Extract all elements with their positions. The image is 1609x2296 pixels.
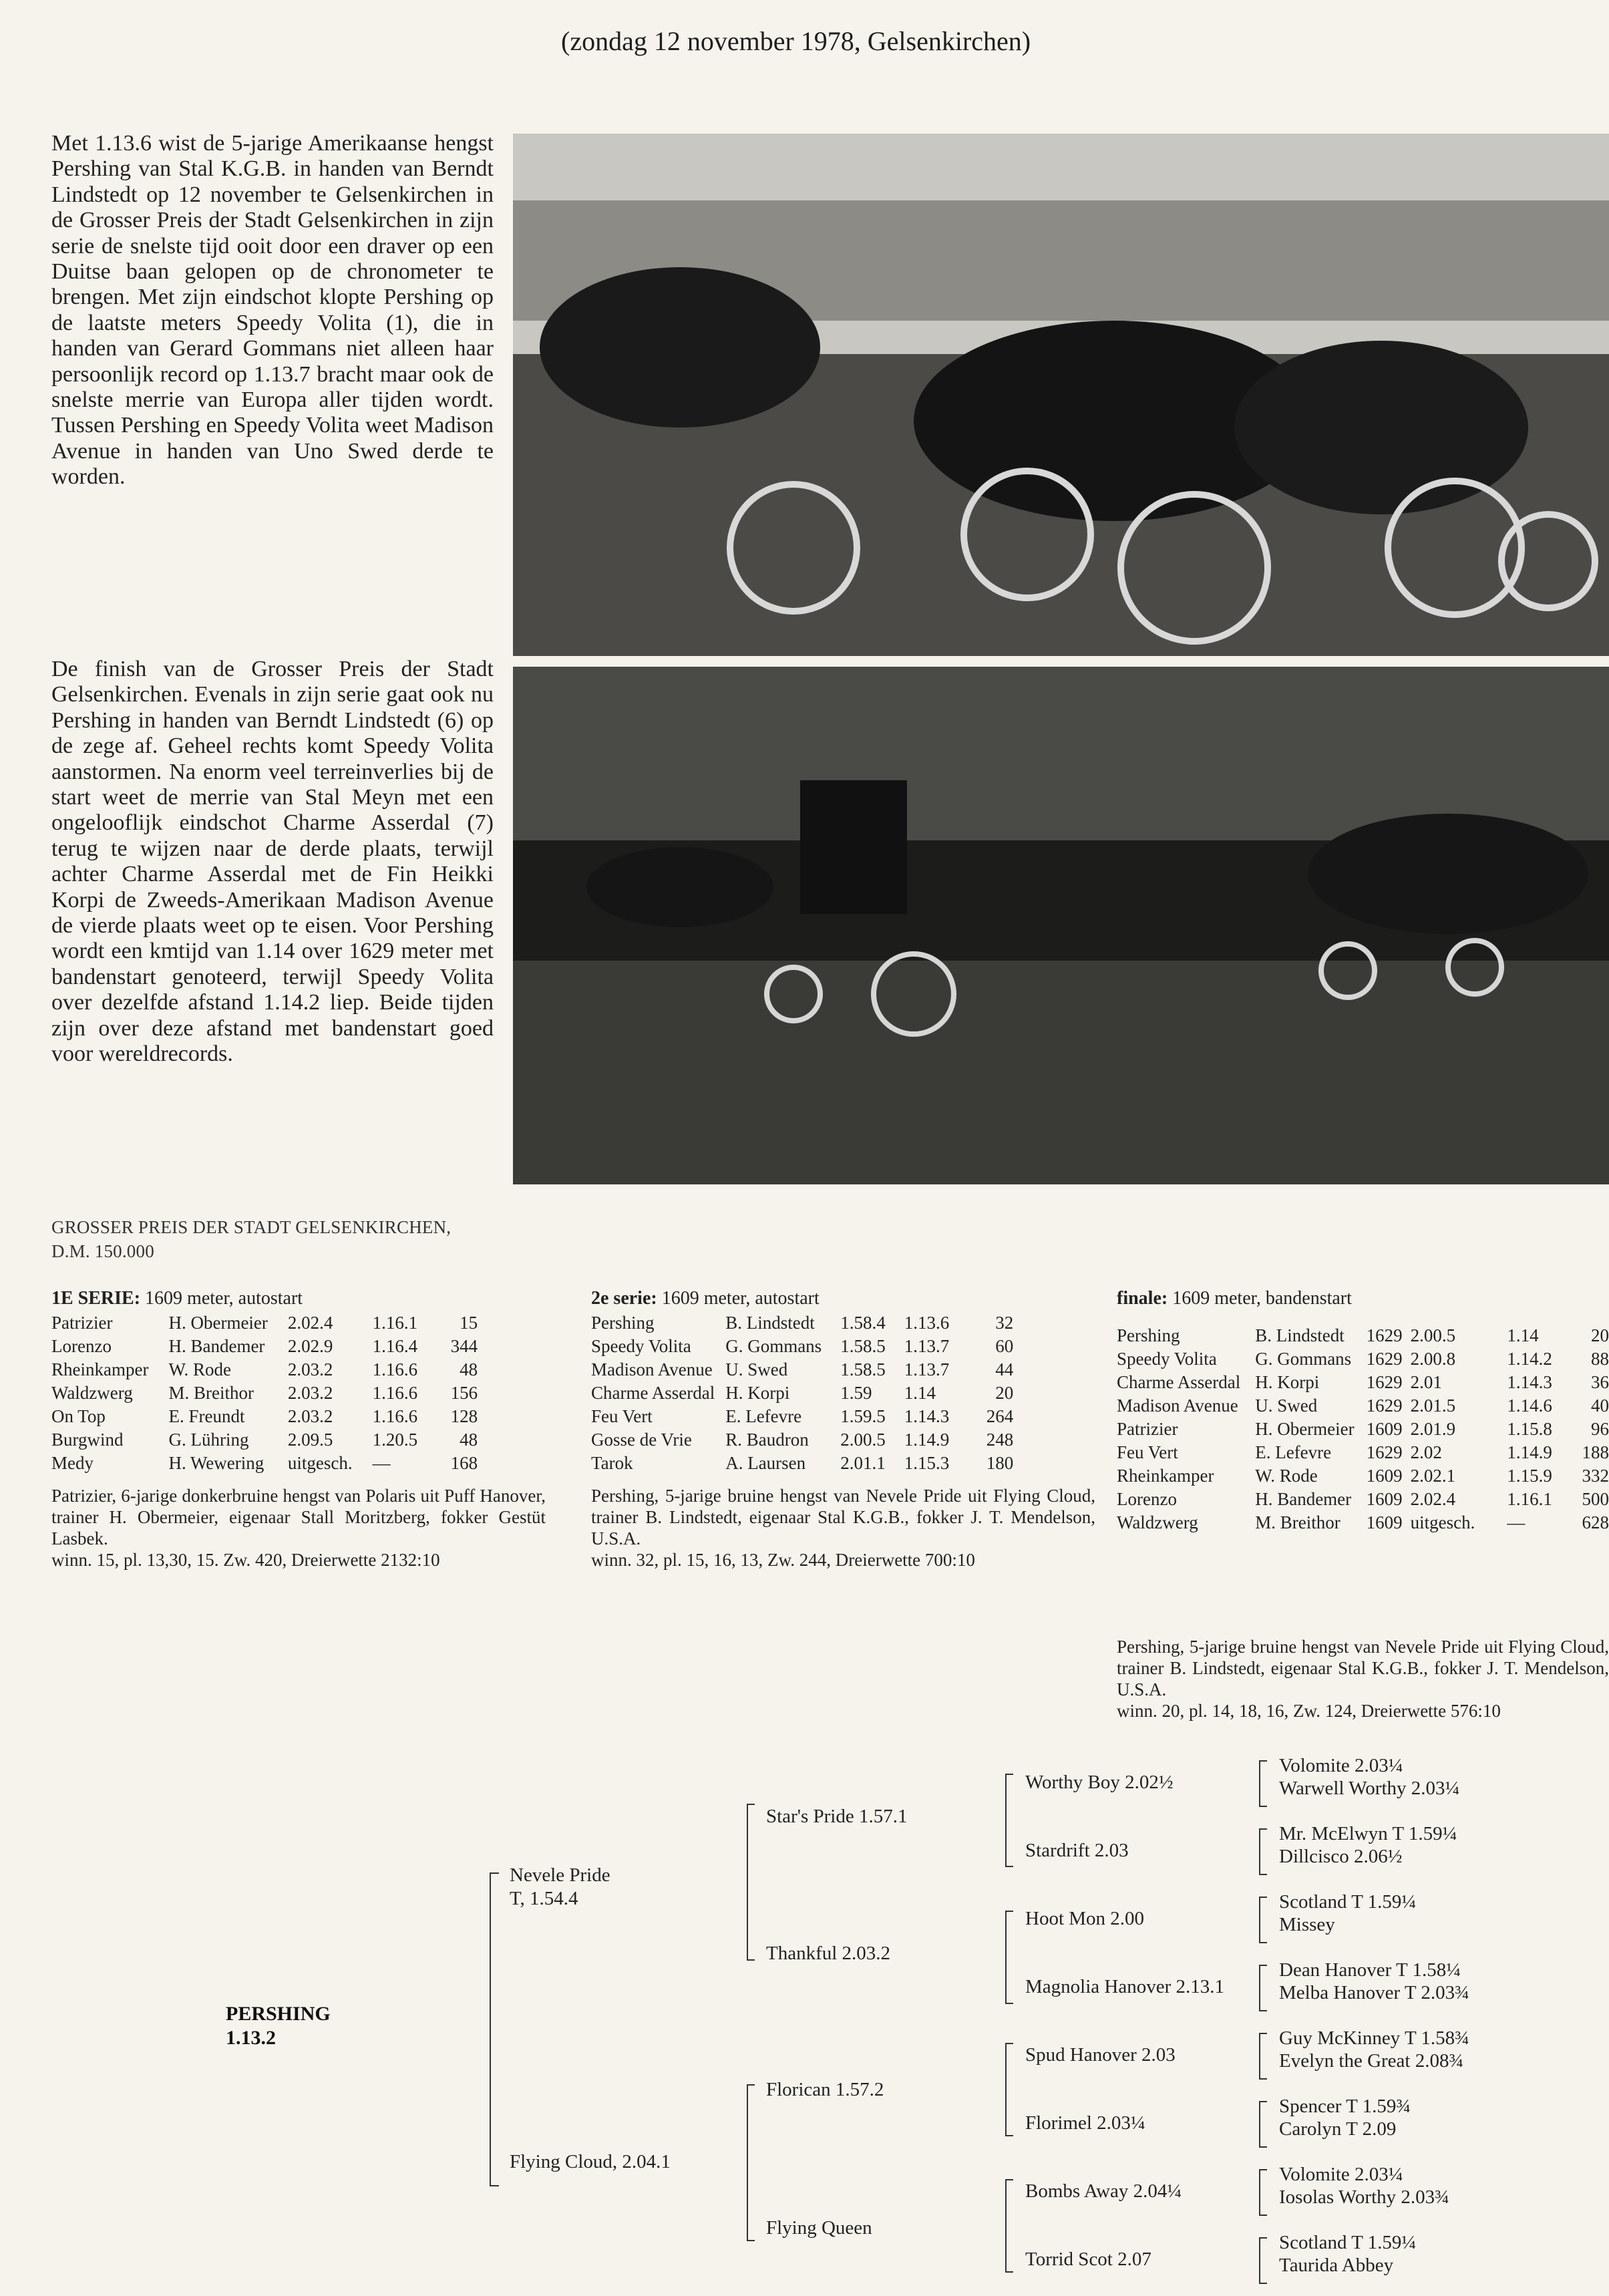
odds: 96	[1591, 1419, 1609, 1439]
horse-name: Rheinkamper	[1117, 1466, 1214, 1486]
km-time: 1.14.2	[1507, 1349, 1552, 1369]
odds: 32	[995, 1313, 1014, 1333]
horse-name: Waldzwerg	[1117, 1512, 1198, 1532]
time: 1.58.5	[840, 1359, 886, 1379]
odds: 168	[450, 1453, 478, 1473]
horse-name: Patrizier	[1117, 1419, 1178, 1439]
km-time: 1.20.5	[372, 1430, 418, 1450]
horse-name: Feu Vert	[591, 1406, 653, 1426]
distance: 1609	[1366, 1489, 1403, 1509]
km-time: 1.14.3	[904, 1406, 950, 1426]
km-time: 1.13.7	[904, 1336, 950, 1356]
pedigree-gen4-name: Taurida Abbey	[1279, 2255, 1394, 2276]
pedigree-gen4-name: Warwell Worthy 2.03¼	[1279, 1778, 1460, 1799]
result-row	[1117, 1418, 1609, 1441]
result-row	[591, 1335, 1013, 1358]
finale-info: 1609 meter, bandenstart	[1172, 1288, 1352, 1309]
odds: 88	[1591, 1349, 1609, 1369]
pedigree-gen3-name: Magnolia Hanover 2.13.1	[1025, 1976, 1224, 1997]
driver-name: W. Rode	[1255, 1466, 1318, 1486]
pedigree-gen2-name: Florican 1.57.2	[766, 2079, 884, 2100]
time: 2.02	[1410, 1442, 1442, 1462]
result-row	[51, 1452, 478, 1475]
horse-name: Feu Vert	[1117, 1442, 1178, 1462]
intro-paragraph: Met 1.13.6 wist de 5-jarige Amerikaanse hengst Pershing van Stal K.G.B. in handen van Berndt Lindstedt op 12 november te Gelsenkirchen in de Grosser Preis der Stadt Gelsenkirchen in zijn serie de snelste tijd ooit door een draver op een Duitse baan gelopen op de chronometer te brengen. Met zijn eindschot klopte Pershing op de laatste meters Speedy Volita (1), die in handen van Gerard Gommans niet alleen haar persoonlijk record op 1.13.7 bracht maar ook de snelste merrie van Europa aller tijden wordt. Tussen Pershing en Speedy Volita weet Madison Avenue in handen van Uno Swed derde te worden.	[51, 131, 494, 490]
serie2-label: 2e serie:	[591, 1288, 657, 1309]
serie1-note: Patrizier, 6-jarige donkerbruine hengst van Polaris uit Puff Hanover, trainer H. Obermeier, eigenaar Stall Moritzberg, fokker Gestüt Lasbek.	[51, 1486, 546, 1548]
pedigree-gen3-name: Spud Hanover 2.03	[1025, 2044, 1176, 2066]
km-time: 1.14	[1507, 1325, 1539, 1345]
driver-name: B. Lindstedt	[725, 1313, 815, 1333]
bracket-gen4	[1259, 2033, 1267, 2080]
horse-name: Charme Asserdal	[591, 1383, 715, 1403]
result-row	[51, 1358, 478, 1381]
driver-name: U. Swed	[1255, 1396, 1318, 1416]
distance: 1609	[1366, 1419, 1403, 1439]
odds: 48	[460, 1359, 478, 1379]
pedigree-gen4-name: Mr. McElwyn T 1.59¼	[1279, 1823, 1457, 1844]
pedigree-gen4-name: Dillcisco 2.06½	[1279, 1846, 1403, 1867]
distance: 1629	[1366, 1396, 1403, 1416]
serie2-note: Pershing, 5-jarige bruine hengst van Nevele Pride uit Flying Cloud, trainer B. Lindstedt, eigenaar Stal K.G.B., fokker J. T. Mendelson, U.S.A.	[591, 1486, 1095, 1548]
time: 2.01.1	[840, 1453, 886, 1473]
horse-name: Burgwind	[51, 1430, 124, 1450]
km-time: 1.15.8	[1507, 1419, 1552, 1439]
result-row	[591, 1311, 1013, 1335]
bracket-gen4	[1259, 1760, 1267, 1807]
driver-name: U. Swed	[725, 1359, 788, 1379]
odds: 36	[1591, 1372, 1609, 1392]
result-row	[1117, 1488, 1609, 1511]
distance: 1629	[1366, 1349, 1403, 1369]
result-row	[51, 1335, 478, 1358]
time: 2.02.4	[287, 1313, 333, 1333]
pedigree-gen4-name: Iosolas Worthy 2.03¾	[1279, 2186, 1449, 2208]
time: 2.01.9	[1410, 1419, 1456, 1439]
km-time: 1.14.9	[904, 1430, 950, 1450]
pedigree-dam: Flying Cloud, 2.04.1	[510, 2151, 671, 2172]
serie2-header	[591, 1288, 820, 1309]
result-row	[51, 1405, 478, 1428]
horse-name: Medy	[51, 1453, 94, 1473]
distance: 1609	[1366, 1466, 1403, 1486]
time: 2.02.1	[1410, 1466, 1456, 1486]
finale-stats: winn. 20, pl. 14, 18, 16, Zw. 124, Dreierwette 576:10	[1117, 1701, 1501, 1721]
odds: 20	[995, 1383, 1014, 1403]
time: 2.01	[1410, 1372, 1442, 1392]
time: 2.03.2	[287, 1359, 333, 1379]
serie1-label: 1E SERIE:	[51, 1288, 141, 1309]
time: 1.59	[840, 1383, 872, 1403]
odds: 20	[1591, 1325, 1609, 1345]
pedigree-subject: PERSHING	[226, 2003, 331, 2025]
result-row	[1117, 1394, 1609, 1418]
horse-name: Pershing	[591, 1313, 655, 1333]
driver-name: H. Korpi	[725, 1383, 790, 1403]
time: uitgesch.	[1410, 1512, 1475, 1532]
km-time: 1.16.6	[372, 1359, 418, 1379]
pedigree-gen4-name: Scotland T 1.59¼	[1279, 1891, 1417, 1913]
horse-name: Gosse de Vrie	[591, 1430, 692, 1450]
driver-name: E. Lefevre	[1255, 1442, 1332, 1462]
odds: 60	[995, 1336, 1014, 1356]
bracket-gen3	[1005, 1774, 1013, 1867]
distance: 1629	[1366, 1325, 1403, 1345]
bracket-gen4	[1259, 2101, 1267, 2148]
horse-name: Lorenzo	[51, 1336, 112, 1356]
finale-header	[1117, 1288, 1352, 1309]
odds: 128	[450, 1406, 478, 1426]
horse-name: Tarok	[591, 1453, 633, 1473]
pedigree-gen2-name: Flying Queen	[766, 2217, 872, 2239]
distance: 1609	[1366, 1512, 1403, 1532]
result-row	[1117, 1371, 1609, 1394]
odds: 40	[1591, 1396, 1609, 1416]
km-time: 1.14.9	[1507, 1442, 1552, 1462]
km-time: 1.16.6	[372, 1406, 418, 1426]
serie1-header	[51, 1288, 303, 1309]
pedigree-gen3-name: Florimel 2.03¼	[1025, 2112, 1145, 2134]
pedigree-sire-record: T, 1.54.4	[510, 1888, 578, 1909]
km-time: 1.16.1	[1507, 1489, 1552, 1509]
time: 1.58.4	[840, 1313, 886, 1333]
pedigree-gen3-name: Torrid Scot 2.07	[1025, 2249, 1151, 2270]
km-time: —	[1507, 1512, 1526, 1532]
time: 2.09.5	[287, 1430, 333, 1450]
bracket-sire-dam	[490, 1872, 499, 2186]
driver-name: E. Lefevre	[725, 1406, 802, 1426]
km-time: 1.16.6	[372, 1383, 418, 1403]
time: 2.00.5	[840, 1430, 886, 1450]
odds: 248	[986, 1430, 1014, 1450]
photo-race-finish	[513, 667, 1609, 1184]
horse-name: Speedy Volita	[591, 1336, 691, 1356]
km-time: 1.13.7	[904, 1359, 950, 1379]
serie1-info: 1609 meter, autostart	[145, 1288, 303, 1309]
pedigree-gen3-name: Worthy Boy 2.02½	[1025, 1772, 1174, 1793]
horse-name: Madison Avenue	[591, 1359, 713, 1379]
time: 1.58.5	[840, 1336, 886, 1356]
driver-name: M. Breithor	[168, 1383, 254, 1403]
result-row	[1117, 1441, 1609, 1464]
pedigree-gen2-name: Thankful 2.03.2	[766, 1943, 891, 1964]
odds: 628	[1582, 1512, 1609, 1532]
km-time: 1.14.6	[1507, 1396, 1552, 1416]
odds: 44	[995, 1359, 1014, 1379]
serie2-table	[591, 1311, 1013, 1475]
driver-name: M. Breithor	[1255, 1512, 1340, 1532]
odds: 332	[1582, 1466, 1609, 1486]
time: 2.02.9	[287, 1336, 333, 1356]
driver-name: H. Wewering	[168, 1453, 264, 1473]
result-row	[591, 1452, 1013, 1475]
time: uitgesch.	[287, 1453, 353, 1473]
odds: 188	[1582, 1442, 1609, 1462]
distance: 1629	[1366, 1442, 1403, 1462]
driver-name: G. Gommans	[725, 1336, 822, 1356]
km-time: 1.15.9	[1507, 1466, 1552, 1486]
distance: 1629	[1366, 1372, 1403, 1392]
driver-name: G. Gommans	[1255, 1349, 1352, 1369]
result-row	[1117, 1324, 1609, 1347]
serie2-stats: winn. 32, pl. 15, 16, 13, Zw. 244, Dreierwette 700:10	[591, 1550, 975, 1570]
horse-name: Lorenzo	[1117, 1489, 1177, 1509]
time: 2.00.5	[1410, 1325, 1456, 1345]
pedigree-gen4-name: Carolyn T 2.09	[1279, 2118, 1397, 2140]
finale-label: finale:	[1117, 1288, 1168, 1309]
finale-table	[1117, 1324, 1609, 1534]
pedigree-gen3-name: Hoot Mon 2.00	[1025, 1908, 1145, 1929]
odds: 500	[1582, 1489, 1609, 1509]
result-row	[591, 1405, 1013, 1428]
km-time: 1.14	[904, 1383, 936, 1403]
bracket-gen3	[1005, 1911, 1013, 2004]
horse-name: Charme Asserdal	[1117, 1372, 1241, 1392]
serie1-stats: winn. 15, pl. 13,30, 15. Zw. 420, Dreierwette 2132:10	[51, 1550, 440, 1570]
page-header: (zondag 12 november 1978, Gelsenkirchen)	[561, 26, 1031, 56]
driver-name: H. Bandemer	[1255, 1489, 1352, 1509]
result-row	[591, 1358, 1013, 1381]
odds: 48	[460, 1430, 478, 1450]
horse-name: Waldzwerg	[51, 1383, 133, 1403]
pedigree-gen4-name: Melba Hanover T 2.03¾	[1279, 1982, 1469, 2003]
serie2-info: 1609 meter, autostart	[661, 1288, 820, 1309]
driver-name: R. Baudron	[725, 1430, 809, 1450]
pedigree-gen4-name: Spencer T 1.59¾	[1279, 2096, 1411, 2117]
result-row	[591, 1381, 1013, 1405]
driver-name: E. Freundt	[168, 1406, 245, 1426]
time: 2.03.2	[287, 1406, 333, 1426]
pedigree-gen4-name: Volomite 2.03¼	[1279, 2164, 1403, 2185]
pedigree-record: 1.13.2	[226, 2027, 276, 2049]
driver-name: W. Rode	[168, 1359, 231, 1379]
driver-name: H. Bandemer	[168, 1336, 265, 1356]
bracket-gen3	[1005, 2043, 1013, 2136]
horse-name: On Top	[51, 1406, 106, 1426]
bracket-gen4	[1259, 2169, 1267, 2216]
odds: 344	[450, 1336, 478, 1356]
km-time: 1.16.1	[372, 1313, 418, 1333]
pedigree-gen4-name: Scotland T 1.59¼	[1279, 2232, 1417, 2253]
pedigree-sire: Nevele Pride	[510, 1864, 610, 1886]
bracket-gen4	[1259, 1965, 1267, 2011]
pedigree-gen4-name: Dean Hanover T 1.58¼	[1279, 1959, 1461, 1981]
km-time: —	[372, 1453, 391, 1473]
horse-name: Speedy Volita	[1117, 1349, 1217, 1369]
pedigree-gen4-name: Missey	[1279, 1914, 1335, 1935]
odds: 15	[460, 1313, 478, 1333]
driver-name: B. Lindstedt	[1255, 1325, 1345, 1345]
serie1-table	[51, 1311, 478, 1475]
pedigree-gen3-name: Stardrift 2.03	[1025, 1840, 1129, 1861]
odds: 264	[986, 1406, 1014, 1426]
driver-name: H. Obermeier	[1255, 1419, 1355, 1439]
bracket-gen2	[747, 2084, 755, 2241]
finish-paragraph: De finish van de Grosser Preis der Stadt Gelsenkirchen. Evenals in zijn serie gaat ook nu Pershing in handen van Berndt Lindstedt (6) op de zege af. Geheel rechts komt Speedy Volita aanstormen. Na enorm veel terreinverlies bij de start weet de merrie van Stal Meyn met een ongelooflijk eindschot Charme Asserdal (7) terug te wijzen naar de derde plaats, terwijl achter Charme Asserdal met de Fin Heikki Korpi de Zweeds-Amerikaan Madison Avenue de vierde plaats weet op te eisen. Voor Pershing wordt een kmtijd van 1.14 over 1629 meter met bandenstart genoteerd, terwijl Speedy Volita over dezelfde afstand 1.14.2 liep. Beide tijden zijn over deze afstand met bandenstart goed voor wereldrecords.	[51, 657, 494, 1067]
driver-name: G. Lühring	[168, 1430, 249, 1450]
result-row	[51, 1311, 478, 1335]
odds: 156	[450, 1383, 478, 1403]
result-row	[51, 1381, 478, 1405]
bracket-gen4	[1259, 2237, 1267, 2284]
result-row	[51, 1428, 478, 1452]
time: 2.03.2	[287, 1383, 333, 1403]
driver-name: A. Laursen	[725, 1453, 806, 1473]
pedigree-gen4-name: Guy McKinney T 1.58¾	[1279, 2027, 1469, 2049]
km-time: 1.13.6	[904, 1313, 950, 1333]
time: 1.59.5	[840, 1406, 886, 1426]
km-time: 1.16.4	[372, 1336, 418, 1356]
time: 2.02.4	[1410, 1489, 1456, 1509]
pedigree-gen3-name: Bombs Away 2.04¼	[1025, 2180, 1182, 2202]
time: 2.01.5	[1410, 1396, 1456, 1416]
driver-name: H. Korpi	[1255, 1372, 1320, 1392]
photo-race-top	[513, 134, 1609, 656]
race-purse: D.M. 150.000	[51, 1241, 154, 1261]
horse-name: Rheinkamper	[51, 1359, 149, 1379]
horse-name: Patrizier	[51, 1313, 113, 1333]
horse-name: Pershing	[1117, 1325, 1180, 1345]
finale-note: Pershing, 5-jarige bruine hengst van Nevele Pride uit Flying Cloud, trainer B. Lindstedt, eigenaar Stal K.G.B., fokker J. T. Mendelson, U.S.A.	[1117, 1637, 1609, 1699]
pedigree-gen4-name: Evelyn the Great 2.08¾	[1279, 2050, 1464, 2072]
result-row	[1117, 1347, 1609, 1371]
result-row	[1117, 1511, 1609, 1534]
result-row	[591, 1428, 1013, 1452]
race-title: GROSSER PREIS DER STADT GELSENKIRCHEN,	[51, 1217, 452, 1237]
km-time: 1.15.3	[904, 1453, 950, 1473]
odds: 180	[986, 1453, 1014, 1473]
horse-name: Madison Avenue	[1117, 1396, 1238, 1416]
time: 2.00.8	[1410, 1349, 1456, 1369]
km-time: 1.14.3	[1507, 1372, 1552, 1392]
bracket-gen2	[747, 1804, 755, 1961]
pedigree-gen4-name: Volomite 2.03¼	[1279, 1755, 1403, 1776]
pedigree-gen2-name: Star's Pride 1.57.1	[766, 1806, 908, 1827]
bracket-gen4	[1259, 1897, 1267, 1943]
driver-name: H. Obermeier	[168, 1313, 268, 1333]
bracket-gen4	[1259, 1828, 1267, 1875]
result-row	[1117, 1464, 1609, 1488]
bracket-gen3	[1005, 2179, 1013, 2273]
